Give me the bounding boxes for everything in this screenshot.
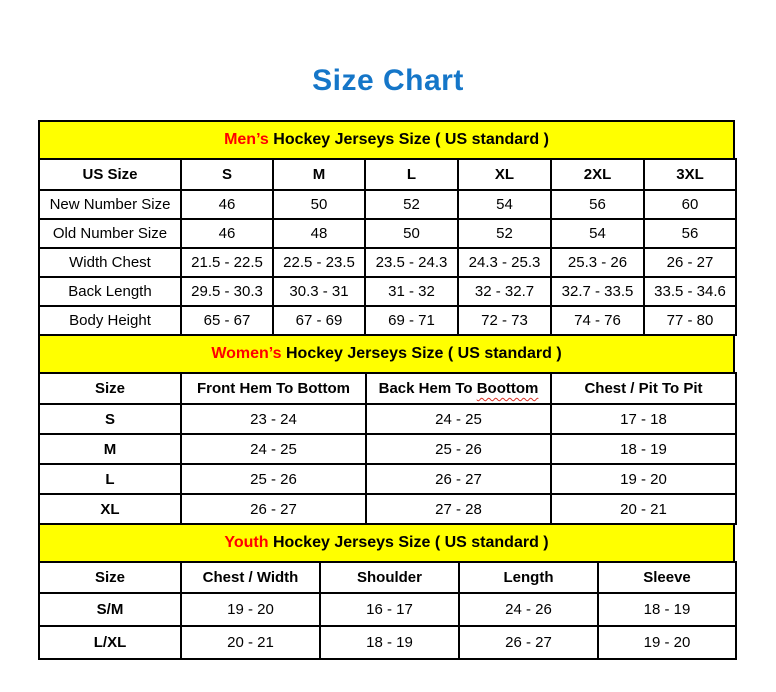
table-cell: 25 - 26 (181, 464, 366, 494)
table-cell: 24.3 - 25.3 (458, 248, 551, 277)
col-header-text: Back Hem To (378, 380, 477, 397)
youth-section-header (38, 523, 735, 563)
table-cell: 46 (181, 219, 273, 248)
youth-col-header: Size (39, 562, 181, 593)
table-row (39, 626, 736, 659)
table-cell: 26 - 27 (459, 626, 598, 659)
mens-col-header: M (273, 159, 365, 190)
table-cell: 23 - 24 (181, 404, 366, 434)
table-cell: 67 - 69 (273, 306, 365, 335)
table-cell: 54 (458, 190, 551, 219)
womens-header-row (39, 373, 736, 404)
table-row (39, 306, 736, 335)
table-row (39, 464, 736, 494)
size-label: S/M (39, 593, 181, 626)
table-cell: 20 - 21 (551, 494, 736, 524)
table-cell: 25 - 26 (366, 434, 551, 464)
mens-col-header: 3XL (644, 159, 736, 190)
size-label: M (39, 434, 181, 464)
table-row (39, 593, 736, 626)
table-cell: 52 (365, 190, 458, 219)
youth-header-text: Hockey Jerseys Size ( US standard ) (268, 534, 549, 551)
table-cell: 27 - 28 (366, 494, 551, 524)
table-cell: 32.7 - 33.5 (551, 277, 644, 306)
table-cell: 29.5 - 30.3 (181, 277, 273, 306)
mens-header-row (39, 159, 736, 190)
mens-size-table (38, 158, 737, 336)
table-cell: 50 (273, 190, 365, 219)
table-cell: 18 - 19 (551, 434, 736, 464)
mens-col-header: S (181, 159, 273, 190)
table-cell: 26 - 27 (366, 464, 551, 494)
womens-col-header (366, 373, 551, 404)
table-row (39, 434, 736, 464)
mens-section-header (38, 120, 735, 160)
mens-col-header: 2XL (551, 159, 644, 190)
table-cell: 24 - 25 (181, 434, 366, 464)
table-row (39, 248, 736, 277)
table-cell: 33.5 - 34.6 (644, 277, 736, 306)
mens-header-text: Hockey Jerseys Size ( US standard ) (268, 131, 549, 148)
table-cell: 26 - 27 (644, 248, 736, 277)
womens-col-header: Size (39, 373, 181, 404)
size-label: S (39, 404, 181, 434)
size-label: XL (39, 494, 181, 524)
table-row (39, 494, 736, 524)
page-title: Size Chart (312, 64, 464, 97)
table-cell: 17 - 18 (551, 404, 736, 434)
table-row (39, 277, 736, 306)
table-cell: 50 (365, 219, 458, 248)
table-row (39, 404, 736, 434)
table-cell: 60 (644, 190, 736, 219)
table-cell: 16 - 17 (320, 593, 459, 626)
table-cell: 56 (644, 219, 736, 248)
table-cell: 25.3 - 26 (551, 248, 644, 277)
womens-header-text: Hockey Jerseys Size ( US standard ) (281, 345, 562, 362)
table-cell: 24 - 26 (459, 593, 598, 626)
mens-col-header: XL (458, 159, 551, 190)
table-cell: 48 (273, 219, 365, 248)
table-cell: 26 - 27 (181, 494, 366, 524)
table-cell: 22.5 - 23.5 (273, 248, 365, 277)
table-cell: 74 - 76 (551, 306, 644, 335)
youth-size-table (38, 561, 737, 660)
row-label: Old Number Size (39, 219, 181, 248)
size-tables (38, 120, 735, 660)
table-cell: 20 - 21 (181, 626, 320, 659)
size-label: L (39, 464, 181, 494)
table-cell: 77 - 80 (644, 306, 736, 335)
table-cell: 65 - 67 (181, 306, 273, 335)
youth-col-header: Chest / Width (181, 562, 320, 593)
mens-highlight-text: Men’s (224, 131, 269, 148)
misspelled-word: Boottom (476, 380, 539, 397)
table-cell: 72 - 73 (458, 306, 551, 335)
row-label: New Number Size (39, 190, 181, 219)
table-cell: 54 (551, 219, 644, 248)
table-cell: 46 (181, 190, 273, 219)
table-cell: 23.5 - 24.3 (365, 248, 458, 277)
table-cell: 69 - 71 (365, 306, 458, 335)
row-label: Back Length (39, 277, 181, 306)
table-cell: 52 (458, 219, 551, 248)
womens-col-header: Front Hem To Bottom (181, 373, 366, 404)
table-cell: 19 - 20 (551, 464, 736, 494)
womens-section-header (38, 334, 735, 374)
youth-col-header: Length (459, 562, 598, 593)
table-cell: 18 - 19 (598, 593, 736, 626)
table-cell: 24 - 25 (366, 404, 551, 434)
table-row (39, 219, 736, 248)
womens-highlight-text: Women’s (211, 345, 282, 362)
table-cell: 19 - 20 (598, 626, 736, 659)
youth-col-header: Shoulder (320, 562, 459, 593)
mens-col-header: US Size (39, 159, 181, 190)
mens-col-header: L (365, 159, 458, 190)
table-cell: 21.5 - 22.5 (181, 248, 273, 277)
youth-header-row (39, 562, 736, 593)
size-label: L/XL (39, 626, 181, 659)
table-cell: 31 - 32 (365, 277, 458, 306)
youth-highlight-text: Youth (224, 534, 269, 551)
youth-col-header: Sleeve (598, 562, 736, 593)
womens-col-header: Chest / Pit To Pit (551, 373, 736, 404)
row-label: Width Chest (39, 248, 181, 277)
table-cell: 30.3 - 31 (273, 277, 365, 306)
table-cell: 19 - 20 (181, 593, 320, 626)
row-label: Body Height (39, 306, 181, 335)
table-row (39, 190, 736, 219)
table-cell: 56 (551, 190, 644, 219)
womens-size-table (38, 372, 737, 525)
table-cell: 18 - 19 (320, 626, 459, 659)
table-cell: 32 - 32.7 (458, 277, 551, 306)
